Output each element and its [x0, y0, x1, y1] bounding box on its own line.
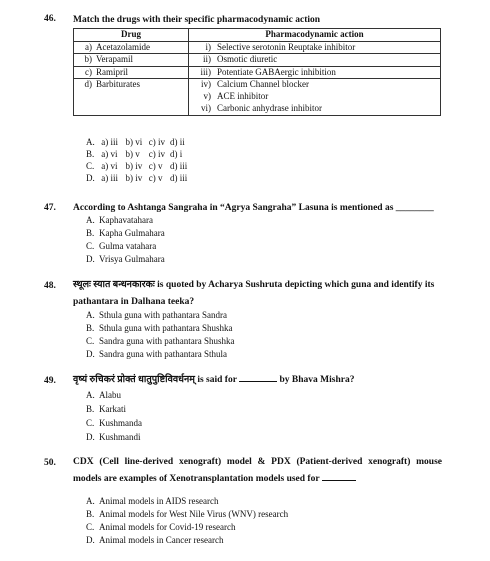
option-47-c[interactable]: C. Gulma vatahara: [86, 241, 157, 251]
question-49-text: [73, 372, 354, 389]
answer-blank: [322, 472, 356, 481]
option-49-c[interactable]: C. Kushmanda: [86, 418, 142, 428]
option-46-c[interactable]: C. a) vi b) iv c) v d) iii: [86, 161, 188, 171]
action-row: iii) Potentiate GABAergic inhibition: [189, 66, 441, 79]
action-row: ii) Osmotic diuretic: [189, 54, 441, 67]
option-46-a[interactable]: A. a) iii b) vi c) iv d) ii: [86, 137, 185, 147]
drug-row: c) Ramipril: [74, 66, 189, 79]
question-49-number: 49.: [44, 376, 56, 386]
option-49-d[interactable]: D. Kushmandi: [86, 432, 141, 442]
drug-row: b) Verapamil: [74, 54, 189, 67]
option-47-b[interactable]: B. Kapha Gulmahara: [86, 228, 165, 238]
match-table: [73, 28, 441, 116]
option-47-d[interactable]: D. Vrisya Gulmahara: [86, 254, 165, 264]
question-50-text-line1: CDX (Cell line-derived xenograft) model & PDX (Patient-derived xenograft) mouse: [73, 457, 442, 467]
table-header-drug: Drug: [74, 29, 189, 42]
option-49-b[interactable]: B. Karkati: [86, 404, 126, 414]
action-row: i) Selective serotonin Reuptake inhibitor: [189, 41, 441, 54]
question-49-text-a: वृष्यं रुचिकरं प्रोक्तं धातुपुष्टिविवर्धनम् is said for: [73, 375, 237, 385]
drug-row: a) Acetazolamide: [74, 41, 189, 54]
question-47-text: According to Ashtanga Sangraha in “Agrya Sangraha” Lasuna is mentioned as ________: [73, 203, 434, 213]
question-47-number: 47.: [44, 203, 56, 213]
question-48-number: 48.: [44, 281, 56, 291]
question-46-number: 46.: [44, 14, 56, 24]
option-48-d[interactable]: D. Sandra guna with pathantara Sthula: [86, 349, 227, 359]
option-48-a[interactable]: A. Sthula guna with pathantara Sandra: [86, 310, 227, 320]
question-48-text-line1: स्थूलः स्यात बन्धनकारकः is quoted by Acharya Sushruta depicting which guna and identify its: [73, 280, 435, 290]
option-49-a[interactable]: A. Alabu: [86, 390, 121, 400]
question-50-number: 50.: [44, 458, 56, 468]
option-50-b[interactable]: B. Animal models for West Nile Virus (WNV) research: [86, 509, 289, 519]
action-row: iv) Calcium Channel blocker v) ACE inhibitor vi) Carbonic anhydrase inhibitor: [189, 79, 441, 116]
question-46-text: Match the drugs with their specific pharmacodynamic action: [73, 15, 321, 25]
question-50-text-line2: models are examples of Xenotransplantation models used for: [73, 471, 442, 488]
table-header-action: Pharmacodynamic action: [189, 29, 441, 42]
option-46-d[interactable]: D. a) iii b) iv c) v d) iii: [86, 173, 188, 183]
option-50-a[interactable]: A. Animal models in AIDS research: [86, 496, 219, 506]
option-46-b[interactable]: B. a) vi b) v c) iv d) i: [86, 149, 183, 159]
option-50-d[interactable]: D. Animal models in Cancer research: [86, 535, 224, 545]
option-48-c[interactable]: C. Sandra guna with pathantara Shushka: [86, 336, 235, 346]
option-47-a[interactable]: A. Kaphavatahara: [86, 215, 153, 225]
question-48-text-line2: pathantara in Dalhana teeka?: [73, 297, 195, 307]
option-50-c[interactable]: C. Animal models for Covid-19 research: [86, 522, 236, 532]
question-49-text-b: by Bhava Mishra?: [279, 375, 355, 385]
drug-row: d) Barbiturates: [74, 79, 189, 116]
option-48-b[interactable]: B. Sthula guna with pathantara Shushka: [86, 323, 233, 333]
answer-blank: [239, 373, 277, 382]
